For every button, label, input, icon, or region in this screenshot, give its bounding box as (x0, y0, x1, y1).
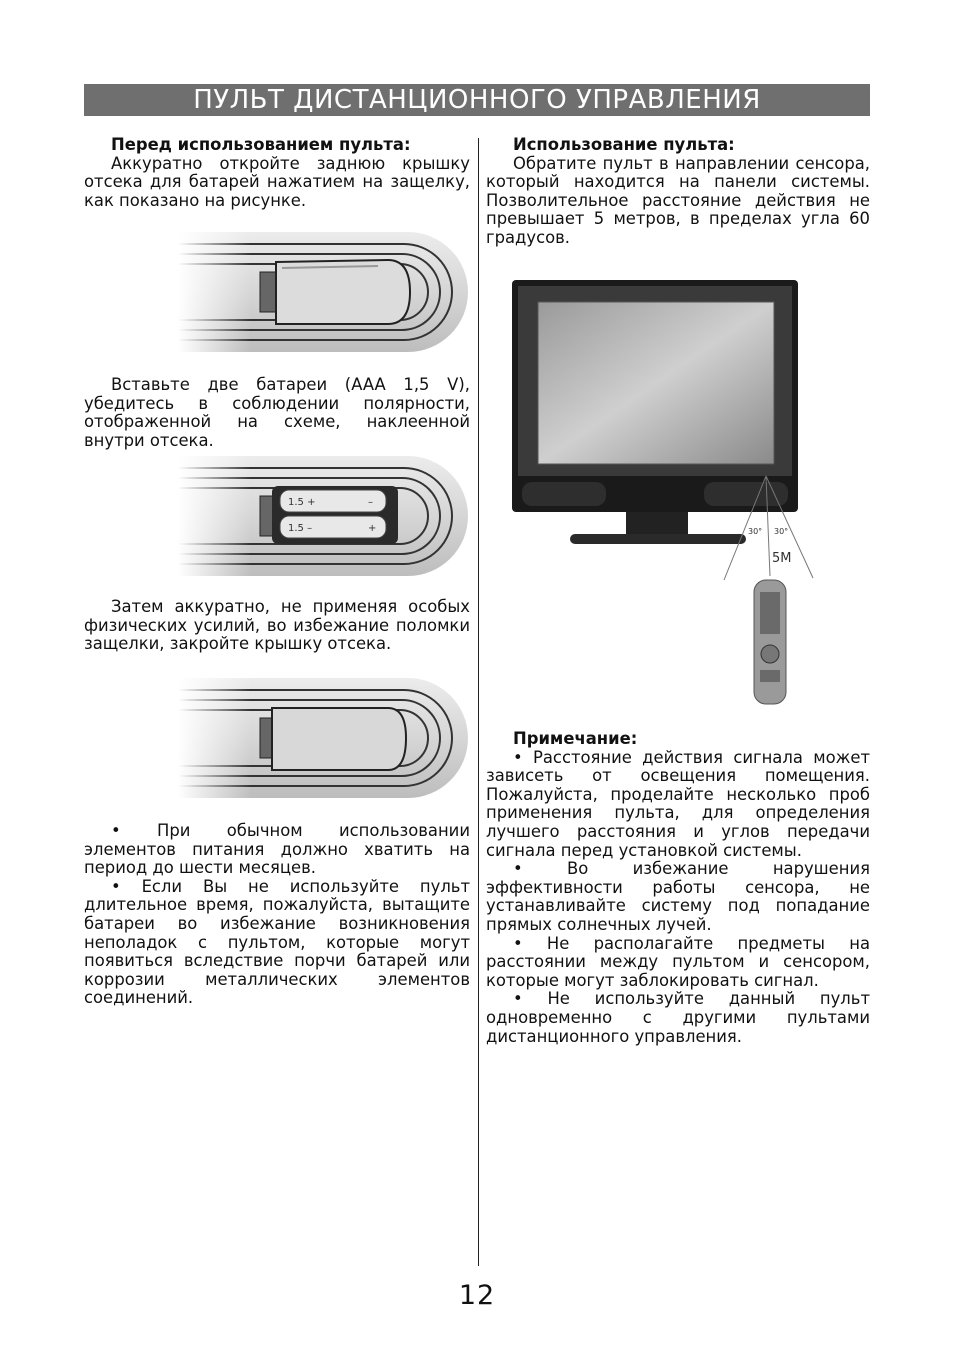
remove-batteries-note: • Если Вы не используйте пульт длительное время, пожалуйста, вытащите батареи во избежание возникновения неполадок с пультом, которые могут появиться вследствие порчи батарей или коррозии металлических элементов соединений. (84, 876, 470, 1008)
battery-life-note: • При обычном использовании элементов питания должно хватить на период до шести месяцев. (84, 821, 470, 878)
note-heading: Примечание: (513, 729, 638, 748)
note-item: • Во избежание нарушения эффективности работы сенсора, не устанавливайте систему под попадание прямых солнечных лучей. (486, 859, 870, 934)
page-title: ПУЛЬТ ДИСТАНЦИОННОГО УПРАВЛЕНИЯ (84, 84, 870, 116)
before-use-heading: Перед использованием пульта: (111, 135, 411, 154)
closed-cover-figure (178, 674, 470, 802)
usage-text: Обратите пульт в направлении сенсора, который находится на панели системы. Позволительное расстояние действия не превышает 5 метров, в пределах угла 60 градусов. (486, 153, 870, 247)
angle-right-label: 30° (774, 527, 789, 536)
tv-remote-figure (508, 276, 818, 708)
right-intro (486, 136, 870, 248)
open-cover-figure (178, 228, 470, 356)
note-item: • Расстояние действия сигнала может зависеть от освещения помещения. Пожалуйста, проделайте несколько проб применения пульта, для определения лучшего расстояния и углов передачи сигнала перед установкой системы. (486, 747, 870, 860)
angle-left-label: 30° (748, 527, 763, 536)
note-item: • Не располагайте предметы на расстоянии между пультом и сенсором, которые могут заблокировать сигнал. (486, 933, 870, 990)
usage-heading: Использование пульта: (513, 135, 735, 154)
column-divider (478, 138, 479, 1266)
before-use-text: Аккуратно откройте заднюю крышку отсека для батарей нажатием на защелку, как показано на рисунке. (84, 153, 470, 210)
insert-batteries-figure (178, 452, 470, 580)
distance-label: 5M (772, 551, 792, 566)
left-close (84, 598, 470, 654)
page-number: 12 (458, 1280, 496, 1311)
left-notes (84, 822, 470, 1008)
close-cover-text: Затем аккуратно, не применяя особых физических усилий, во избежание поломки защелки, закройте крышку отсека. (84, 597, 470, 654)
left-intro (84, 136, 470, 210)
right-notes (486, 730, 870, 1046)
left-insert (84, 376, 470, 450)
note-item: • Не используйте данный пульт одновременно с другими пультами дистанционного управления. (486, 989, 870, 1046)
insert-batteries-text: Вставьте две батареи (AAA 1,5 V), убедитесь в соблюдении полярности, отображенной на схеме, наклеенной внутри отсека. (84, 375, 470, 450)
